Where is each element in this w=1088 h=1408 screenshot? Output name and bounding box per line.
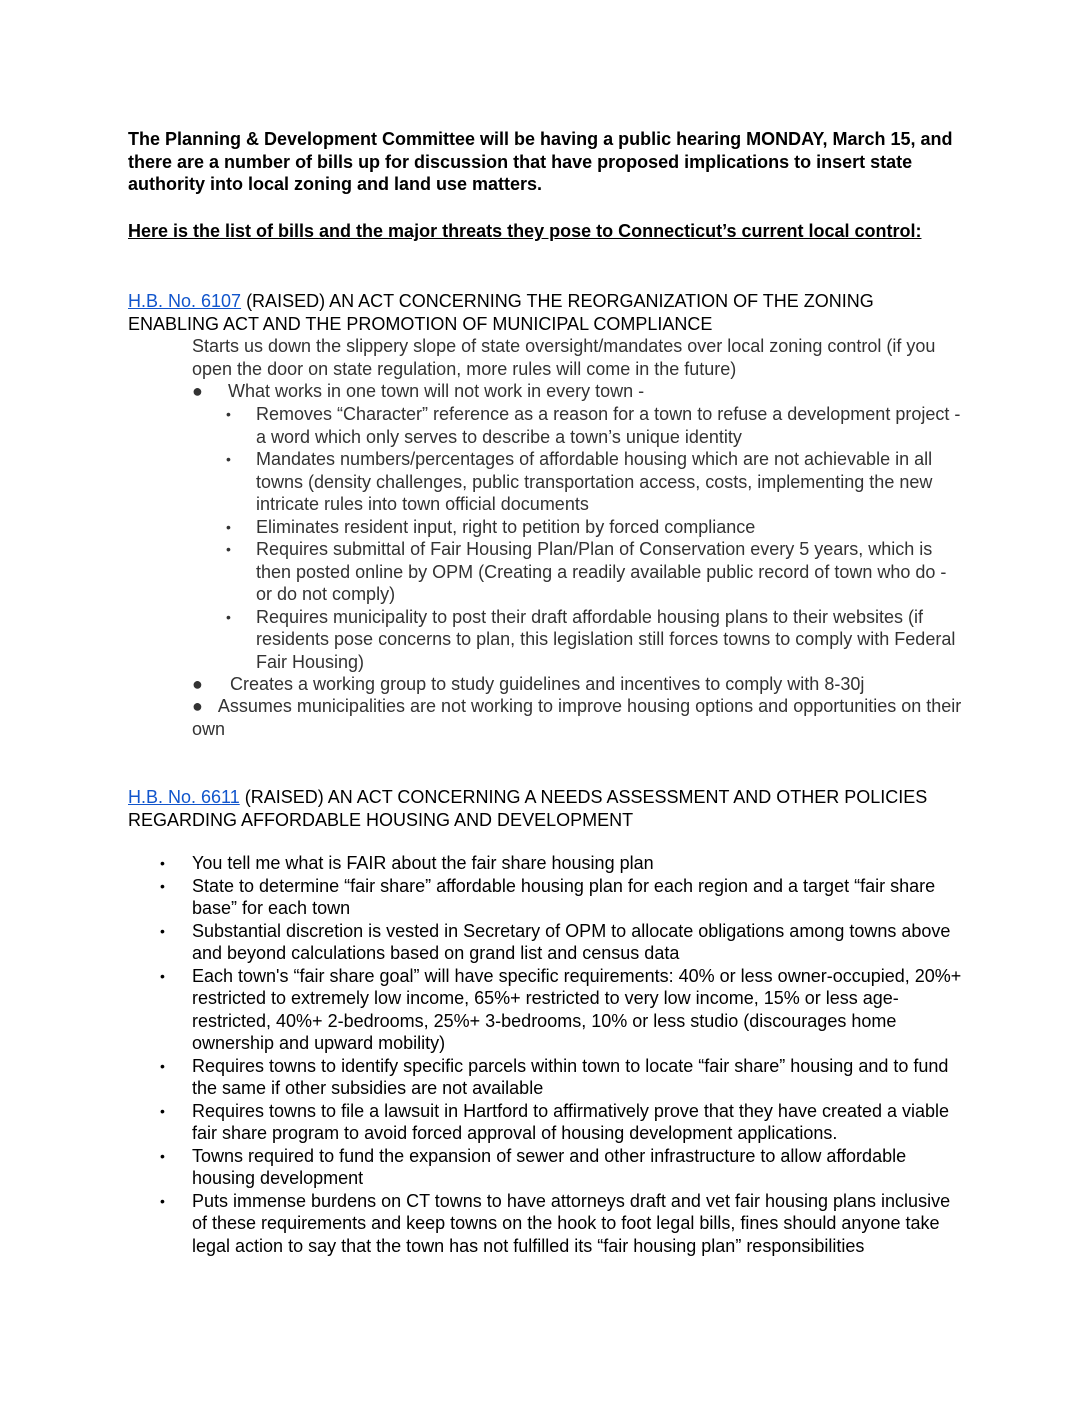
bill-6107-link[interactable]: H.B. No. 6107 [128,291,242,311]
bullet-icon: ● [192,674,203,694]
intro-paragraph: The Planning & Development Committee will be having a public hearing MONDAY, March 15, and there are a number of bills up for discussion that have proposed implications to insert state authority into local zoning and land use matters. [128,129,953,194]
bill-6107-point-3-text [192,695,968,740]
list-item: • Puts immense burdens on CT towns to have attorneys draft and vet fair housing plans inclusive of these requirements and keep towns on the hook to foot legal bills, fines should anyone take legal action to say that the town has not fulfilled its “fair housing plan” responsibilities [160,1190,970,1258]
list-item: • Towns required to fund the expansion of sewer and other infrastructure to allow affordable housing development [160,1145,970,1190]
bill-6611-points [160,852,970,1257]
bill-6611-title [128,786,968,831]
list-item: • Requires submittal of Fair Housing Plan/Plan of Conservation every 5 years, which is then posted online by OPM (Creating a readily available public record of town who do - or do not comply) [226,538,966,606]
list-item: • State to determine “fair share” affordable housing plan for each region and a target “fair share base” for each town [160,875,970,920]
bill-6611-title-text: (RAISED) AN ACT CONCERNING A NEEDS ASSESSMENT AND OTHER POLICIES REGARDING AFFORDABLE HOUSING AND DEVELOPMENT [128,787,928,830]
list-item: • Removes “Character” reference as a reason for a town to refuse a development project - a word which only serves to describe a town’s unique identity [226,403,966,448]
list-item: • Requires towns to identify specific parcels within town to locate “fair share” housing and to fund the same if other subsidies are not available [160,1055,970,1100]
bill-6107-intro-line: Starts us down the slippery slope of state oversight/mandates over local zoning control (if you open the door on state regulation, more rules will come in the future) [192,336,936,379]
list-heading: Here is the list of bills and the major threats they pose to Connecticut’s current local control: [128,221,922,241]
bullet-icon: ● [192,381,203,401]
list-item: • Mandates numbers/percentages of affordable housing which are not achievable in all towns (density challenges, public transportation access, costs, implementing the new intricate rules into town official documents [226,448,966,516]
bill-6107-point-1-text: What works in one town will not work in every town - [228,381,645,401]
list-item: • Requires towns to file a lawsuit in Hartford to affirmatively prove that they have created a viable fair share program to avoid forced approval of housing development applications. [160,1100,970,1145]
bill-6107-title-text: (RAISED) AN ACT CONCERNING THE REORGANIZATION OF THE ZONING ENABLING ACT AND THE PROMOTION OF MUNICIPAL COMPLIANCE [128,291,874,334]
bill-6611-link[interactable]: H.B. No. 6611 [128,787,240,807]
list-item: • Eliminates resident input, right to petition by forced compliance [226,516,966,539]
bullet-icon: ● [192,696,203,716]
list-item: • You tell me what is FAIR about the fair share housing plan [160,852,970,875]
bill-6107-title [128,290,968,335]
list-item: • Requires municipality to post their draft affordable housing plans to their websites (if residents pose concerns to plan, this legislation still forces towns to comply with Federal Fair Housing) [226,606,966,674]
bill-6107-point-3-label: Assumes municipalities are not working to improve housing options and opportunities on their own [192,696,962,739]
list-item: • Each town's “fair share goal” will have specific requirements: 40% or less owner-occupied, 20%+ restricted to extremely low income, 65%+ restricted to very low income, 15% or less age-restricted, 40%+ 2-bedrooms, 25%+ 3-bedrooms, 10% or less studio (discourages home ownership and upward mobility) [160,965,970,1055]
list-item: • Substantial discretion is vested in Secretary of OPM to allocate obligations among towns above and beyond calculations based on grand list and census data [160,920,970,965]
bill-6107-subpoints [226,403,966,673]
bill-6107-point-2-text: Creates a working group to study guidelines and incentives to comply with 8-30j [230,674,865,694]
